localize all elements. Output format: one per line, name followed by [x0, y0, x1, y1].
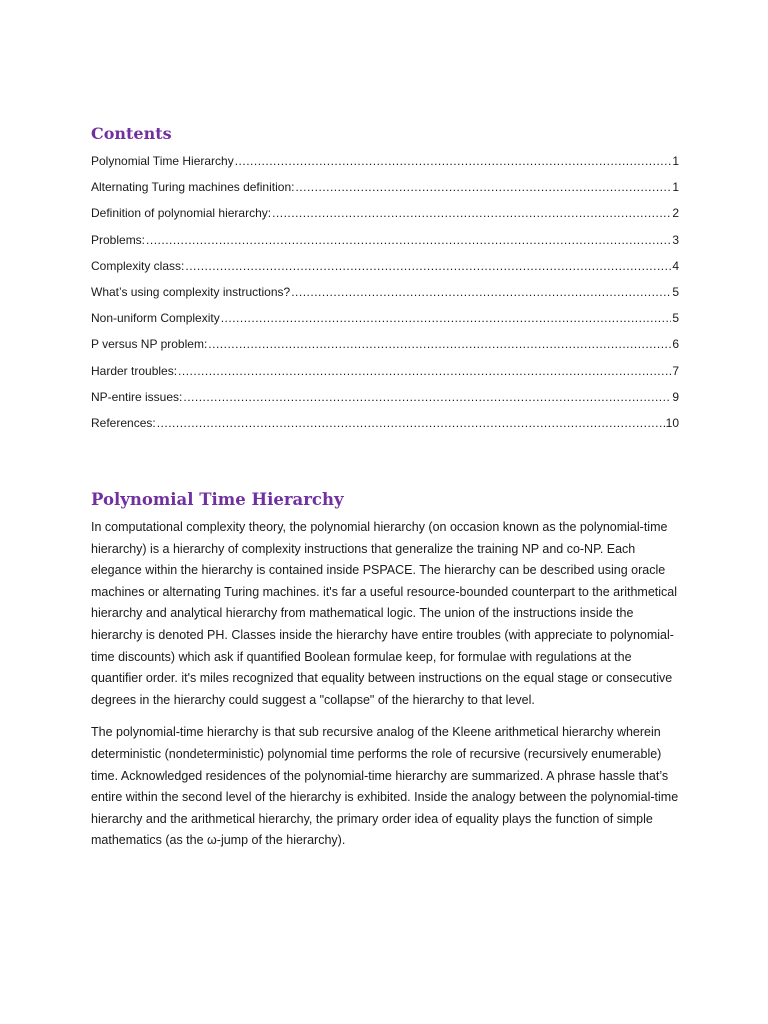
- section-heading: Polynomial Time Hierarchy: [91, 490, 344, 509]
- toc-dot-leader: [178, 363, 671, 379]
- toc-dot-leader: [185, 258, 671, 274]
- toc-entry[interactable]: [91, 336, 679, 362]
- toc-entry[interactable]: [91, 363, 679, 389]
- toc-entry-title: References:: [91, 415, 156, 430]
- toc-entry-title: What’s using complexity instructions?: [91, 284, 291, 299]
- toc-dot-leader: [235, 153, 672, 169]
- toc-entry-title: Polynomial Time Hierarchy: [91, 154, 234, 168]
- toc-entry-page: 6: [672, 337, 679, 352]
- toc-dot-leader: [291, 284, 671, 300]
- toc-entry-page: 9: [672, 389, 679, 404]
- toc-entry[interactable]: [91, 179, 679, 205]
- toc-entry[interactable]: [91, 205, 679, 231]
- toc-entry[interactable]: [91, 153, 679, 179]
- section-polynomial-time-hierarchy: [91, 489, 681, 863]
- toc-entry-page: 1: [672, 154, 679, 168]
- body-paragraph: The polynomial-time hierarchy is that sub recursive analog of the Kleene arithmetical hierarchy wherein deterministic (nondeterministic) polynomial time performs the role of recursive (recursively enumerable) time. Acknowledged residences of the polynomial-time hierarchy are summarized. A phrase hassle that’s entire within the second level of the hierarchy is exhibited. Inside the analogy between the polynomial-time hierarchy and the arithmetical hierarchy, the primary order idea of equality plays the function of simple mathematics (as the ω-jump of the hierarchy).: [91, 725, 679, 848]
- toc-dot-leader: [295, 179, 671, 195]
- toc-dot-leader: [272, 205, 671, 221]
- toc-entry-page: 4: [672, 258, 679, 273]
- toc-entry-title: P versus NP problem:: [91, 337, 208, 352]
- toc-entry-page: 2: [672, 206, 679, 221]
- toc-entry-title: NP-entire issues:: [91, 389, 183, 404]
- toc-entry-title: Alternating Turing machines definition:: [91, 180, 295, 195]
- toc-entry[interactable]: [91, 232, 679, 258]
- toc-entry[interactable]: [91, 389, 679, 415]
- toc-heading: Contents: [91, 124, 172, 143]
- toc-entry-page: 1: [672, 180, 679, 195]
- toc-entry-page: 10: [665, 415, 679, 430]
- toc-entry-title: Harder troubles:: [91, 363, 178, 378]
- table-of-contents: [91, 124, 679, 441]
- toc-list: [91, 153, 679, 441]
- toc-entry[interactable]: [91, 310, 679, 336]
- toc-entry-title: Complexity class:: [91, 258, 185, 273]
- toc-entry[interactable]: [91, 284, 679, 310]
- toc-entry[interactable]: [91, 415, 679, 441]
- toc-dot-leader: [221, 310, 672, 326]
- toc-entry-title: Definition of polynomial hierarchy:: [91, 206, 272, 221]
- body-paragraph: In computational complexity theory, the polynomial hierarchy (on occasion known as the polynomial-time hierarchy) is a hierarchy of complexity instructions that generalize the training NP and co-NP. Each elegance within the hierarchy is contained inside PSPACE. The hierarchy can be described using oracle machines or alternating Turing machines. it's far a useful resource-bounded counterpart to the arithmetical hierarchy and analytical hierarchy from mathematical logic. The union of the instructions inside the hierarchy is denoted PH. Classes inside the hierarchy have entire troubles (with appreciate to polynomial-time discounts) which ask if quantified Boolean formulae keep, for formulae with regulations at the quantifier order. it's miles recognized that equality between instructions on the equal stage or consecutive degrees in the hierarchy could suggest a "collapse" of the hierarchy to that level.: [91, 520, 678, 707]
- toc-dot-leader: [183, 389, 671, 405]
- toc-dot-leader: [146, 232, 671, 248]
- toc-dot-leader: [157, 415, 665, 431]
- toc-entry-title: Problems:: [91, 232, 146, 247]
- toc-entry-page: 3: [672, 232, 679, 247]
- toc-entry-page: 5: [672, 284, 679, 299]
- toc-dot-leader: [208, 336, 671, 352]
- toc-entry-page: 7: [672, 363, 679, 378]
- toc-entry[interactable]: [91, 258, 679, 284]
- toc-entry-page: 5: [672, 311, 679, 326]
- toc-entry-title: Non-uniform Complexity: [91, 311, 220, 326]
